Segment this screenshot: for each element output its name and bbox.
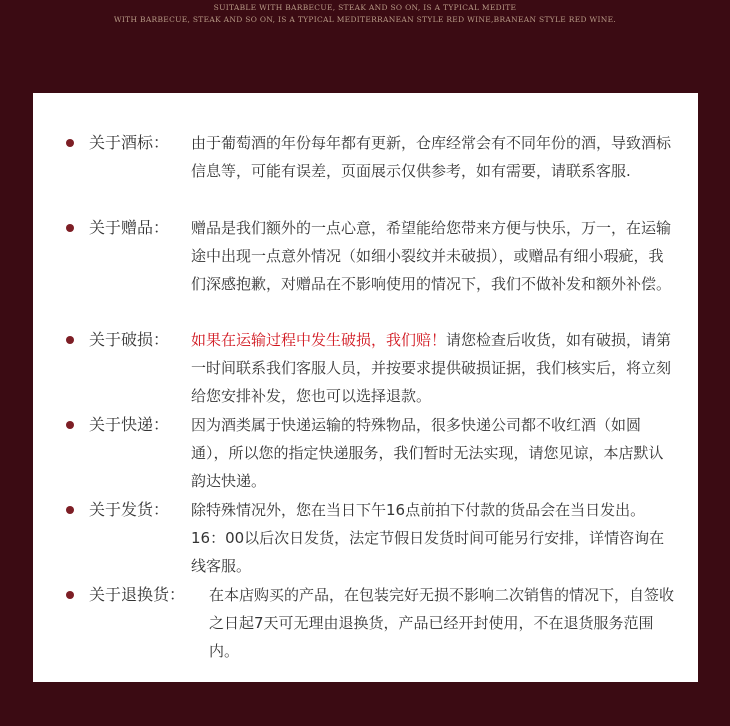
bullet-icon (66, 224, 74, 232)
item-label: 关于发货： (89, 500, 170, 519)
item-text: 请您检查后收货，如有破损，请第一时间联系我们客服人员，并按要求提供破损证据，我们核实后，将立刻给您安排补发，您也可以选择退款。 (191, 331, 672, 405)
item-label: 关于赠品： (89, 218, 170, 237)
bullet-icon (66, 336, 74, 344)
bullet-icon (66, 421, 74, 429)
bullet-icon (66, 506, 74, 514)
damage-highlight-text: 如果在运输过程中发生破损，我们赔！ (191, 331, 447, 349)
banner-line-1: SUITABLE WITH BARBECUE, STEAK AND SO ON, IS A TYPICAL MEDITE (213, 3, 517, 12)
item-label: 关于快递： (89, 415, 170, 434)
item-text: 除特殊情况外，您在当日下午16点前拍下付款的货品会在当日发出。16：00以后次日发货，法定节假日发货时间可能另行安排，详情咨询在线客服。 (191, 501, 665, 575)
bullet-icon (66, 591, 74, 599)
item-text-container (191, 326, 675, 410)
item-label: 关于破损： (89, 330, 170, 349)
item-text: 赠品是我们额外的一点心意，希望能给您带来方便与快乐，万一，在运输途中出现一点意外情况（如细小裂纹并未破损），或赠品有细小瑕疵，我们深感抱歉，对赠品在不影响使用的情况下，我们不做补发和额外补偿。 (191, 219, 672, 293)
item-label: 关于退换货： (89, 585, 186, 604)
notice-panel (33, 93, 698, 682)
banner-line-2: WITH BARBECUE, STEAK AND SO ON, IS A TYPICAL MEDITERRANEAN STYLE RED WINE,BRANEAN STYLE RED WINE. (113, 15, 617, 24)
item-text: 由于葡萄酒的年份每年都有更新，仓库经常会有不同年份的酒，导致酒标信息等，可能有误差，页面展示仅供参考，如有需要，请联系客服. (191, 134, 672, 180)
item-label: 关于酒标： (89, 133, 170, 152)
item-text: 在本店购买的产品，在包装完好无损不影响二次销售的情况下，自签收之日起7天可无理由退换货，产品已经开封使用，不在退货服务范围内。 (209, 586, 675, 660)
banner (0, 0, 730, 30)
item-text: 因为酒类属于快递运输的特殊物品，很多快递公司都不收红酒（如圆通），所以您的指定快递服务，我们暂时无法实现，请您见谅，本店默认韵达快递。 (191, 416, 664, 490)
bullet-icon (66, 139, 74, 147)
